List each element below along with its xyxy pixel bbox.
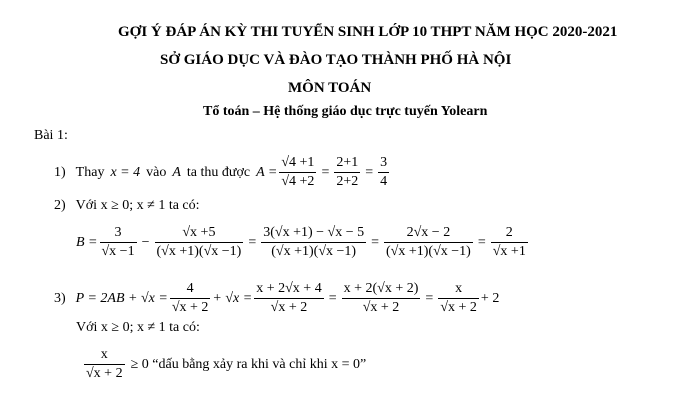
header-subject: MÔN TOÁN (288, 80, 372, 96)
item-1-frac-3 (378, 154, 389, 191)
item-2-frac-1 (100, 224, 137, 261)
frac-numerator: 3(√x +1) − √x − 5 (261, 224, 366, 243)
frac-numerator: 4 (170, 280, 211, 299)
item-3-inequality (84, 346, 366, 383)
item-3-q-tail: ≥ 0 “dấu bằng xảy ra khi và chỉ khi x = 0” (130, 356, 367, 372)
header-title: GỢI Ý ĐÁP ÁN KỲ THI TUYỂN SINH LỚP 10 THPT NĂM HỌC 2020-2021 (118, 24, 618, 40)
item-1: 1) Thay x = 4 vào A ta thu được A = $\frac{√4 +1}{√4 +2}$ = $\frac{2+1}{2+2}$ = $\frac{3}{4}$ (54, 155, 388, 189)
item-1-frac-2 (334, 154, 360, 191)
frac-numerator: x + 2√x + 4 (254, 280, 323, 299)
item-2-line (54, 198, 200, 214)
item-3-tail-2: + 2 (480, 290, 500, 306)
frac-numerator: 2 (491, 224, 528, 243)
frac-denominator: √x + 2 (86, 366, 123, 381)
item-1-frac-1 (279, 154, 316, 191)
frac-numerator: x (84, 346, 125, 365)
item-2-text: Với x ≥ 0; x ≠ 1 ta có: (75, 198, 200, 213)
item-3-tail-1: + √x = (212, 290, 253, 306)
frac-denominator: 2+2 (336, 174, 359, 189)
item-2-frac-5 (491, 224, 528, 261)
header-author: Tổ toán – Hệ thống giáo dục trực tuyến Yolearn (203, 104, 488, 119)
section-heading: Bài 1: (34, 128, 68, 143)
item-3-frac-1 (170, 280, 211, 317)
item-3-frac-q (84, 346, 125, 383)
item-2-frac-2 (155, 224, 244, 261)
frac-denominator: (√x +1)(√x −1) (156, 244, 242, 259)
frac-denominator: √x −1 (101, 244, 135, 259)
item-1-text-c: ta thu được (186, 164, 251, 180)
item-1-x-eq: x = 4 (110, 164, 141, 180)
item-2-frac-3 (261, 224, 366, 261)
frac-numerator: √4 +1 (279, 154, 316, 173)
item-3-frac-3 (342, 280, 421, 317)
frac-numerator: 2+1 (334, 154, 360, 173)
frac-denominator: √x + 2 (270, 300, 308, 315)
frac-numerator: 3 (100, 224, 137, 243)
item-2-equation: B = $\frac{3}{√x -1}$ − $\frac{√x +5}{(√x +1)(√x -1)}$ = $\frac{3(√x +1) - √x - 5}{(√x +1)(√x -1)}$ = $\frac{2√x - 2}{(√x +1)(√x -1)}$ = $\frac{2}{√x +1}$ (76, 225, 526, 259)
item-3-equation: 3) P = 2AB + √x = $\frac{4}{√x + 2}$ + √x = $\frac{x + 2√x + 4}{√x + 2}$ = $\frac{x + 2(√x + 2)}{√x + 2}$ = $\frac{x}{√x + 2}$ + 2 (54, 281, 500, 315)
frac-numerator: 3 (378, 154, 389, 173)
frac-denominator: √x + 2 (440, 300, 477, 315)
frac-denominator: (√x +1)(√x −1) (271, 244, 357, 259)
item-3-P-eq: P = 2AB + √x = (75, 290, 168, 306)
item-2-B-eq: B = (76, 234, 98, 250)
frac-denominator: √x + 2 (362, 300, 400, 315)
frac-numerator: x + 2(√x + 2) (342, 280, 421, 299)
item-3-frac-4 (438, 280, 479, 317)
item-1-text-a: Thay (75, 164, 105, 180)
item-1-text-b: vào (146, 164, 167, 180)
item-1-label: 1) (54, 164, 66, 180)
frac-denominator: √4 +2 (281, 174, 315, 189)
frac-denominator: (√x +1)(√x −1) (386, 244, 471, 259)
item-3-label: 3) (54, 290, 66, 306)
item-2-frac-4 (384, 224, 473, 261)
header-department: SỞ GIÁO DỤC VÀ ĐÀO TẠO THÀNH PHỐ HÀ NỘI (160, 52, 512, 68)
item-1-A: A (172, 164, 181, 180)
item-1-A-eq: A = (256, 164, 278, 180)
frac-numerator: 2√x − 2 (384, 224, 473, 243)
item-3-text: Với x ≥ 0; x ≠ 1 ta có: (76, 320, 200, 335)
frac-denominator: √x + 2 (171, 300, 209, 315)
frac-numerator: x (438, 280, 479, 299)
frac-denominator: 4 (380, 174, 388, 189)
item-3-frac-2 (254, 280, 323, 317)
item-2-label: 2) (54, 198, 66, 213)
frac-numerator: √x +5 (155, 224, 244, 243)
frac-denominator: √x +1 (492, 244, 526, 259)
